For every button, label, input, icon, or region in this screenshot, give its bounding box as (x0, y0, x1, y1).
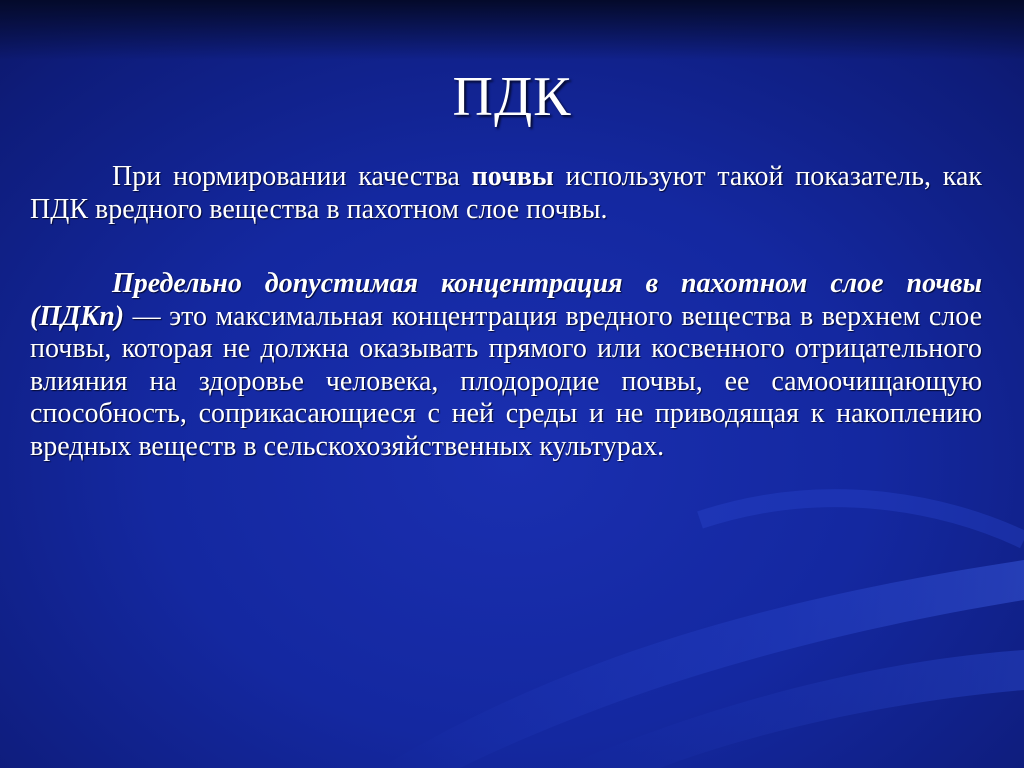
slide-body (30, 161, 982, 463)
bold-word-soil: почвы (471, 161, 554, 192)
paragraph1-before: При нормировании качества (112, 161, 472, 192)
paragraph-soil-norming (30, 161, 982, 226)
swoosh-arc (700, 498, 1024, 540)
slide-title: ПДК (452, 66, 572, 128)
definition-text: — это максимальная концентрация вредного вещества в верхнем слое почвы, которая не должна оказывать прямого или косвенного отрицательного влияния на здоровье человека, плодородие почвы, ее самоочищающую способность, соприкасающиеся с ней среды и не приводящая к накоплению вредных веществ в сельскохозяйственных культурах. (30, 300, 982, 462)
paragraph-definition (30, 268, 982, 463)
paragraph1-after: используют такой показатель, как ПДК вредного вещества в пахотном слое почвы. (30, 161, 982, 225)
definition-term: Предельно допустимая концентрация в пахотном слое почвы (ПДКп) (30, 268, 982, 332)
